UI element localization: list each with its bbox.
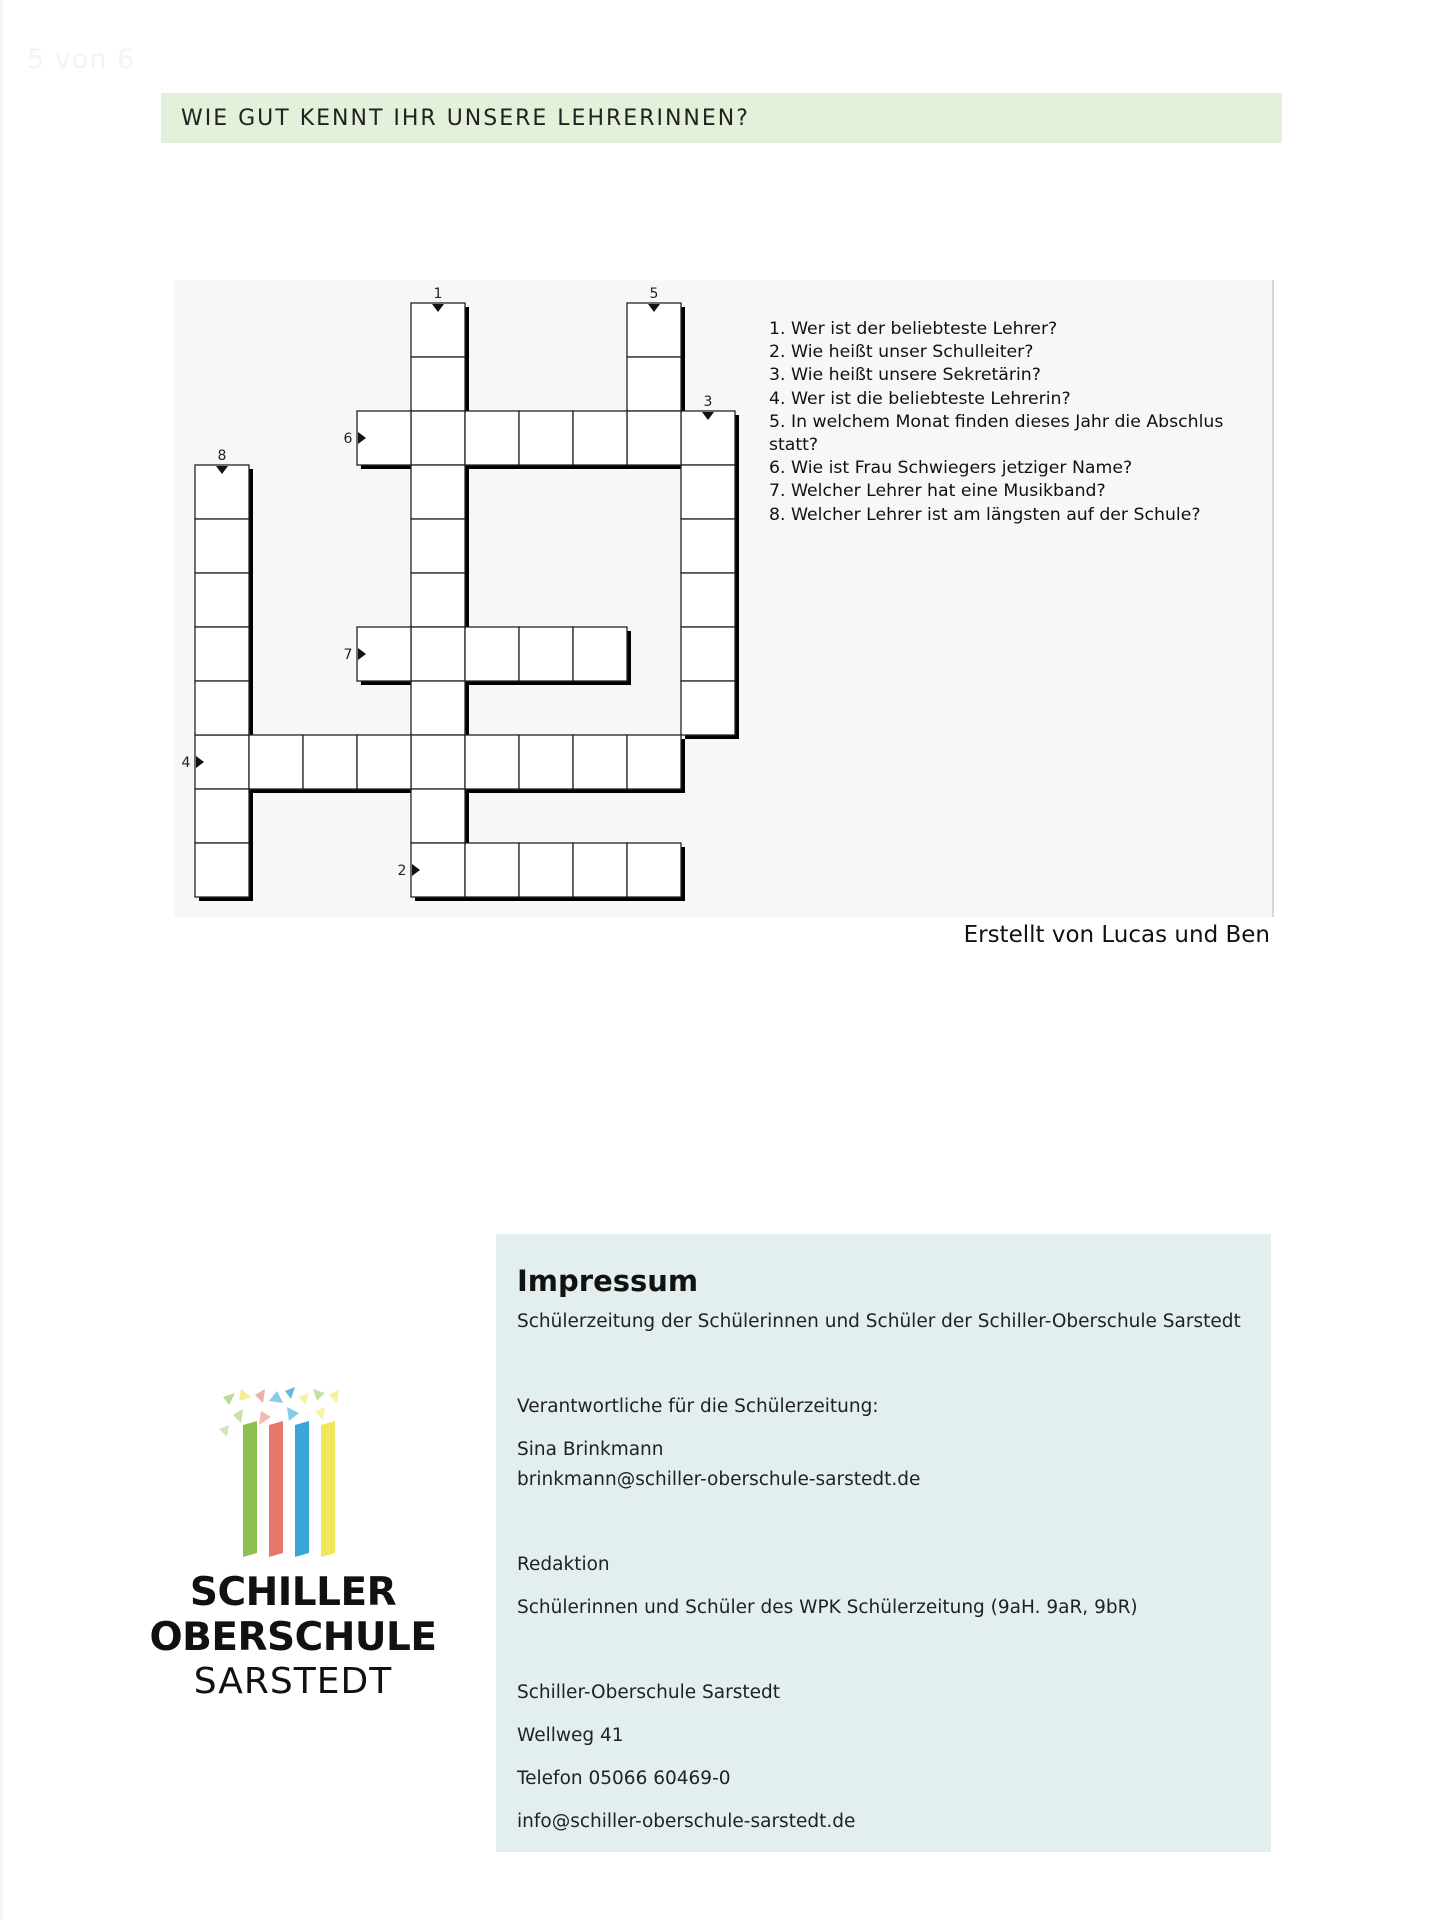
logo-confetti <box>233 1409 243 1423</box>
crossword-cell[interactable] <box>627 735 681 789</box>
crossword-cell[interactable] <box>411 465 465 519</box>
crossword-cell[interactable] <box>411 519 465 573</box>
impressum-subtitle: Schülerzeitung der Schülerinnen und Schüler der Schiller-Oberschule Sarstedt <box>517 1311 1241 1332</box>
editorial-label: Redaktion <box>517 1554 610 1575</box>
crossword-cell[interactable] <box>627 843 681 897</box>
crossword-cell[interactable] <box>681 681 735 735</box>
page-number: 5 von 6 <box>27 44 136 75</box>
clue-item: 2. Wie heißt unser Schulleiter? <box>769 342 1034 363</box>
crossword-cell[interactable] <box>303 735 357 789</box>
logo-confetti <box>287 1407 299 1421</box>
clue-item: 6. Wie ist Frau Schwiegers jetziger Name? <box>769 458 1133 479</box>
clue-item: 5. In welchem Monat finden dieses Jahr die Abschlus statt? <box>769 411 1224 456</box>
school-email[interactable]: info@schiller-oberschule-sarstedt.de <box>517 1811 856 1832</box>
school-logo <box>143 1385 443 1705</box>
clue-item: 7. Welcher Lehrer hat eine Musikband? <box>769 481 1106 502</box>
clue-item: 4. Wer ist die beliebteste Lehrerin? <box>769 388 1071 409</box>
crossword-cell[interactable] <box>627 357 681 411</box>
crossword-cell[interactable] <box>195 573 249 627</box>
crossword-cell[interactable] <box>411 681 465 735</box>
logo-confetti <box>285 1387 295 1399</box>
logo-line-sarstedt: SARSTEDT <box>193 1661 393 1702</box>
logo-confetti <box>219 1425 229 1437</box>
crossword-cell[interactable] <box>465 627 519 681</box>
crossword-cell[interactable] <box>681 465 735 519</box>
logo-confetti <box>269 1391 283 1403</box>
crossword-cell[interactable] <box>411 627 465 681</box>
crossword-cell[interactable] <box>627 411 681 465</box>
crossword-cell[interactable] <box>465 735 519 789</box>
crossword-cell[interactable] <box>195 681 249 735</box>
clue-number: 6 <box>343 431 353 447</box>
logo-line-schiller: SCHILLER <box>189 1570 397 1615</box>
school-street: Wellweg 41 <box>517 1725 624 1746</box>
crossword-cell[interactable] <box>357 735 411 789</box>
crossword-cell[interactable] <box>411 735 465 789</box>
impressum-heading: Impressum <box>517 1264 699 1298</box>
crossword-cell[interactable] <box>681 573 735 627</box>
clue-number: 7 <box>343 647 353 663</box>
school-phone: Telefon 05066 60469-0 <box>517 1768 731 1789</box>
logo-stripe-green <box>243 1421 257 1557</box>
crossword-cell[interactable] <box>195 519 249 573</box>
clue-number: 3 <box>703 394 713 410</box>
clue-number: 4 <box>181 755 191 771</box>
clue-item: 3. Wie heißt unsere Sekretärin? <box>769 365 1041 386</box>
crossword-cell[interactable] <box>573 411 627 465</box>
crossword-cell[interactable] <box>519 411 573 465</box>
crossword-cell[interactable] <box>573 627 627 681</box>
crossword-cell[interactable] <box>681 519 735 573</box>
school-name: Schiller-Oberschule Sarstedt <box>517 1682 780 1703</box>
logo-confetti <box>259 1411 271 1425</box>
crossword-cell[interactable] <box>411 411 465 465</box>
logo-confetti <box>255 1389 265 1403</box>
crossword-cell[interactable] <box>411 357 465 411</box>
logo-graphic <box>143 1385 443 1570</box>
crossword-cell[interactable] <box>195 627 249 681</box>
crossword-cell[interactable] <box>195 843 249 897</box>
logo-line-oberschule: OBERSCHULE <box>149 1615 437 1660</box>
crossword-cell[interactable] <box>411 789 465 843</box>
clue-number: 5 <box>649 286 659 302</box>
crossword-cell[interactable] <box>411 573 465 627</box>
responsible-label: Verantwortliche für die Schülerzeitung: <box>517 1396 879 1417</box>
crossword-cell[interactable] <box>573 735 627 789</box>
logo-confetti <box>329 1389 339 1403</box>
crossword-clues <box>769 318 1269 527</box>
crossword-cell[interactable] <box>681 627 735 681</box>
logo-confetti <box>313 1389 325 1401</box>
clue-item: 8. Welcher Lehrer ist am längsten auf der Schule? <box>769 504 1201 525</box>
credit-line: Erstellt von Lucas und Ben <box>963 922 1270 948</box>
logo-confetti <box>299 1393 309 1405</box>
crossword-cell[interactable] <box>465 843 519 897</box>
impressum-box <box>496 1234 1271 1852</box>
crossword-cell[interactable] <box>519 627 573 681</box>
logo-confetti <box>223 1393 235 1405</box>
responsible-email[interactable]: brinkmann@schiller-oberschule-sarstedt.de <box>517 1469 921 1490</box>
logo-stripe-yellow <box>321 1421 335 1557</box>
logo-stripe-red <box>269 1421 283 1557</box>
clue-number: 1 <box>433 286 443 302</box>
title-banner <box>161 93 1282 143</box>
crossword-panel <box>174 280 1274 917</box>
clue-number: 2 <box>397 863 407 879</box>
crossword-cell[interactable] <box>519 735 573 789</box>
editorial-text: Schülerinnen und Schüler des WPK Schülerzeitung (9aH. 9aR, 9bR) <box>517 1597 1138 1618</box>
logo-confetti <box>239 1389 251 1401</box>
crossword-cell[interactable] <box>249 735 303 789</box>
clue-number: 8 <box>217 448 227 464</box>
page-title: WIE GUT KENNT IHR UNSERE LEHRERINNEN? <box>181 105 750 131</box>
crossword-cell[interactable] <box>519 843 573 897</box>
crossword-cell[interactable] <box>465 411 519 465</box>
clue-item: 1. Wer ist der beliebteste Lehrer? <box>769 319 1058 339</box>
logo-stripe-blue <box>295 1421 309 1557</box>
responsible-name: Sina Brinkmann <box>517 1439 664 1460</box>
crossword-cell[interactable] <box>195 789 249 843</box>
logo-confetti <box>315 1407 325 1421</box>
crossword-cell[interactable] <box>573 843 627 897</box>
page <box>3 0 1432 1920</box>
